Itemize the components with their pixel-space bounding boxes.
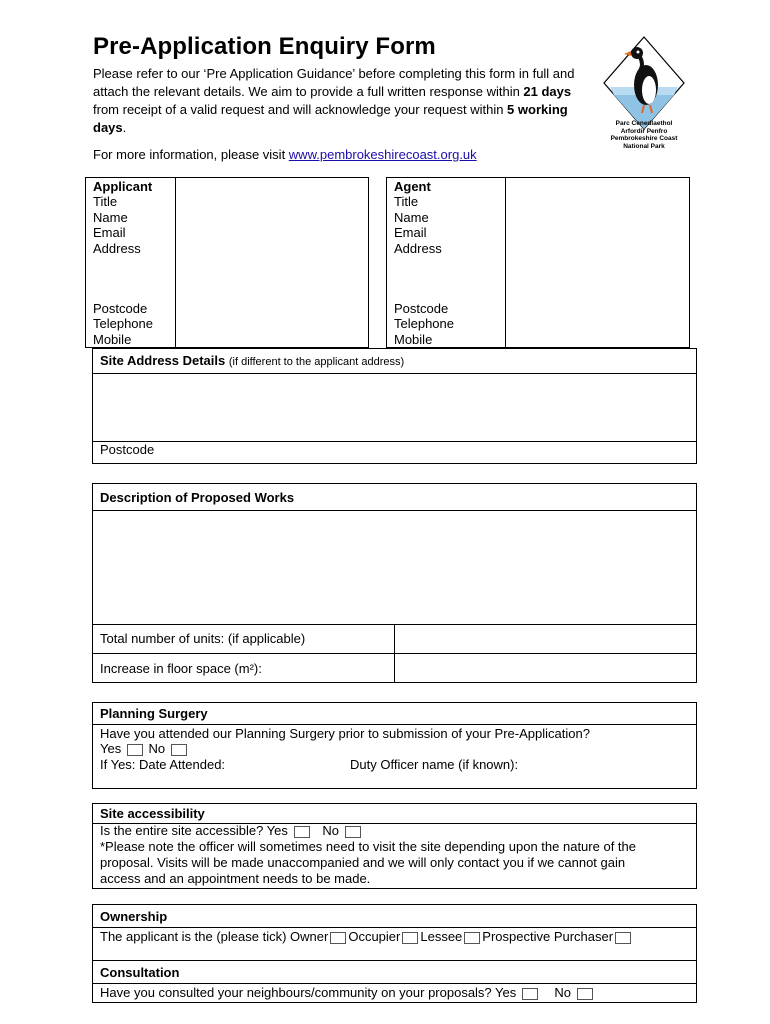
surgery-date-label: If Yes: Date Attended:	[100, 757, 226, 772]
access-note-3: access and an appointment needs to be made.	[100, 871, 371, 886]
owner-checkbox[interactable]	[330, 932, 346, 944]
ownership-heading: Ownership	[100, 909, 168, 924]
agent-labels: Agent Title Name Email Address	[394, 179, 442, 256]
description-heading: Description of Proposed Works	[100, 490, 295, 505]
surgery-no-checkbox[interactable]	[171, 744, 187, 756]
consultation-yes-checkbox[interactable]	[522, 988, 538, 1000]
more-info: For more information, please visit www.pembrokeshirecoast.org.uk	[93, 147, 477, 162]
units-input[interactable]	[395, 625, 696, 652]
applicant-labels: Applicant Title Name Email Address	[93, 179, 153, 256]
access-no-checkbox[interactable]	[345, 826, 361, 838]
access-note-2: proposal. Visits will be made unaccompanied and we will only contact you if we cannot gain	[100, 855, 626, 870]
units-label: Total number of units: (if applicable)	[100, 631, 306, 646]
occupier-checkbox[interactable]	[402, 932, 418, 944]
surgery-heading: Planning Surgery	[100, 706, 208, 721]
consultation-question: Have you consulted your neighbours/community on your proposals? Yes No	[100, 985, 595, 1001]
access-yes-checkbox[interactable]	[294, 826, 310, 838]
applicant-input-area[interactable]	[176, 178, 368, 347]
access-question: Is the entire site accessible? Yes No	[100, 823, 363, 839]
floor-space-label: Increase in floor space (m²):	[100, 661, 262, 676]
logo-caption: Parc Cenedlaethol Arfordir Penfro Pembrokeshire Coast National Park	[610, 120, 678, 150]
applicant-contact-labels: Postcode Telephone Mobile	[93, 301, 153, 347]
website-link[interactable]: www.pembrokeshirecoast.org.uk	[288, 147, 477, 162]
surgery-officer-label: Duty Officer name (if known):	[350, 757, 519, 772]
site-address-heading: Site Address Details (if different to the applicant address)	[100, 353, 405, 368]
consultation-no-checkbox[interactable]	[577, 988, 593, 1000]
access-note-1: *Please note the officer will sometimes need to visit the site depending upon the nature of the	[100, 839, 636, 854]
description-input[interactable]	[93, 511, 696, 623]
ownership-question: The applicant is the (please tick) Owner Occupier Lessee Prospective Purchaser	[100, 929, 633, 945]
access-heading: Site accessibility	[100, 806, 205, 821]
agent-input-area[interactable]	[506, 178, 689, 347]
floor-space-input[interactable]	[395, 654, 696, 682]
intro-text: Please refer to our ‘Pre Application Guidance’ before completing this form in full and attach the relevant details. We aim to provide a full written response within 21 days from receipt of a valid request and will acknowledge your request within 5 working days.	[93, 66, 575, 135]
consultation-heading: Consultation	[100, 965, 180, 980]
surgery-options: Yes No	[100, 741, 189, 757]
site-postcode-label: Postcode	[100, 442, 155, 457]
agent-contact-labels: Postcode Telephone Mobile	[394, 301, 454, 347]
site-address-input[interactable]	[93, 374, 696, 440]
prospective-purchaser-checkbox[interactable]	[615, 932, 631, 944]
lessee-checkbox[interactable]	[464, 932, 480, 944]
surgery-question: Have you attended our Planning Surgery prior to submission of your Pre-Application?	[100, 726, 590, 741]
page-title: Pre-Application Enquiry Form	[93, 33, 436, 60]
surgery-yes-checkbox[interactable]	[127, 744, 143, 756]
